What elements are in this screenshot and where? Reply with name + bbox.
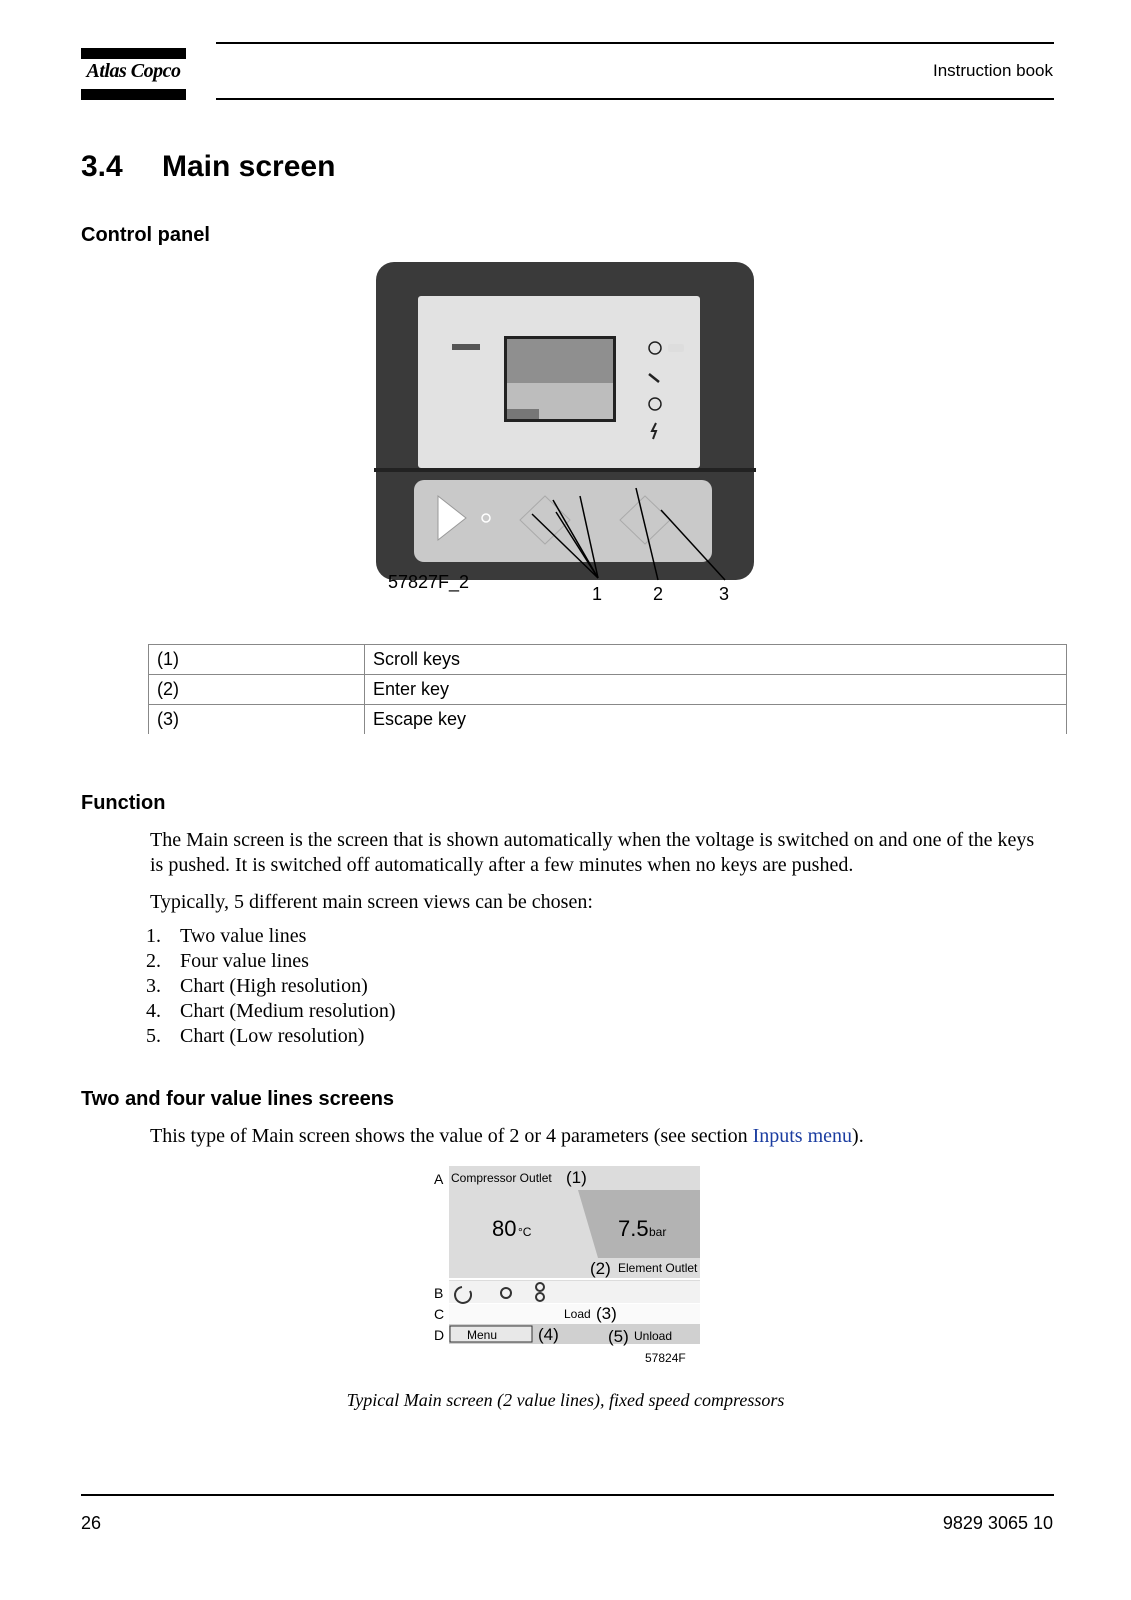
main-screen-figure (430, 1160, 710, 1372)
function-paragraph-1: The Main screen is the screen that is shown automatically when the voltage is switched on and one of the keys is pushed. It is switched off automatically after a few minutes when no keys are pushed. (150, 829, 1035, 876)
page-number: 26 (81, 1513, 102, 1533)
list-item: 2. Four value lines (146, 950, 309, 972)
key-ref: (2) (149, 675, 365, 705)
list-item: 4. Chart (Medium resolution) (146, 1000, 396, 1022)
table-row (149, 705, 1067, 735)
key-ref: (1) (149, 645, 365, 675)
svg-text:A: A (434, 1171, 444, 1187)
element-outlet-label: Element Outlet (618, 1261, 698, 1275)
load-label: Load (564, 1307, 591, 1321)
list-item: 1. Two value lines (146, 925, 307, 947)
list-item: 5. Chart (Low resolution) (146, 1025, 365, 1047)
function-paragraph-2: Typically, 5 different main screen views can be chosen: (150, 891, 593, 913)
pressure-unit: bar (649, 1225, 667, 1239)
status-row (449, 1281, 700, 1303)
logo-bar-bottom (81, 89, 186, 100)
callout-1: 1 (592, 584, 603, 604)
brand-logo: Atlas Copco (86, 60, 181, 82)
control-panel-figure-id: 57827F_2 (388, 572, 470, 592)
control-panel-figure (370, 258, 780, 618)
header-rule-top (216, 42, 1054, 44)
callout-4: (4) (538, 1325, 559, 1344)
panel-logo-mark (452, 344, 480, 350)
views-list (146, 924, 396, 1049)
screen-figure-id: 57824F (645, 1351, 686, 1365)
key-label: Scroll keys (365, 645, 1067, 675)
control-panel-heading: Control panel (81, 224, 210, 246)
callout-3: 3 (719, 584, 730, 604)
section-title: Main screen (162, 150, 336, 183)
svg-text:B: B (434, 1285, 444, 1301)
key-label: Escape key (365, 705, 1067, 735)
key-label: Enter key (365, 675, 1067, 705)
figure-caption: Typical Main screen (2 value lines), fixed speed compressors (346, 1390, 785, 1410)
compressor-outlet-label: Compressor Outlet (451, 1171, 552, 1185)
table-row (149, 675, 1067, 705)
temperature-value: 80 (492, 1216, 517, 1241)
header-rule-bottom (216, 98, 1054, 100)
svg-text:C: C (434, 1306, 445, 1322)
key-ref: (3) (149, 705, 365, 735)
value-lines-paragraph: This type of Main screen shows the value of 2 or 4 parameters (see section Inputs menu). (150, 1125, 864, 1147)
callout-1: (1) (566, 1168, 587, 1187)
unload-label: Unload (634, 1329, 673, 1343)
inputs-menu-link[interactable]: Inputs menu (752, 1125, 853, 1147)
value-lines-heading: Two and four value lines screens (81, 1088, 395, 1110)
pressure-value: 7.5 (618, 1216, 649, 1241)
header-title: Instruction book (932, 61, 1053, 80)
section-number: 3.4 (81, 150, 123, 183)
keys-table (148, 644, 1067, 734)
logo-bar-top (81, 48, 186, 59)
callout-2: 2 (653, 584, 664, 604)
svg-text:D: D (434, 1327, 445, 1343)
footer-rule (81, 1494, 1054, 1496)
callout-5: (5) (608, 1327, 629, 1346)
menu-label: Menu (467, 1328, 498, 1342)
table-row (149, 645, 1067, 675)
document-number: 9829 3065 10 (942, 1513, 1053, 1533)
list-item: 3. Chart (High resolution) (146, 975, 368, 997)
callout-2: (2) (590, 1259, 611, 1278)
temperature-unit: °C (518, 1225, 532, 1239)
callout-3: (3) (596, 1304, 617, 1323)
function-heading: Function (81, 792, 166, 814)
